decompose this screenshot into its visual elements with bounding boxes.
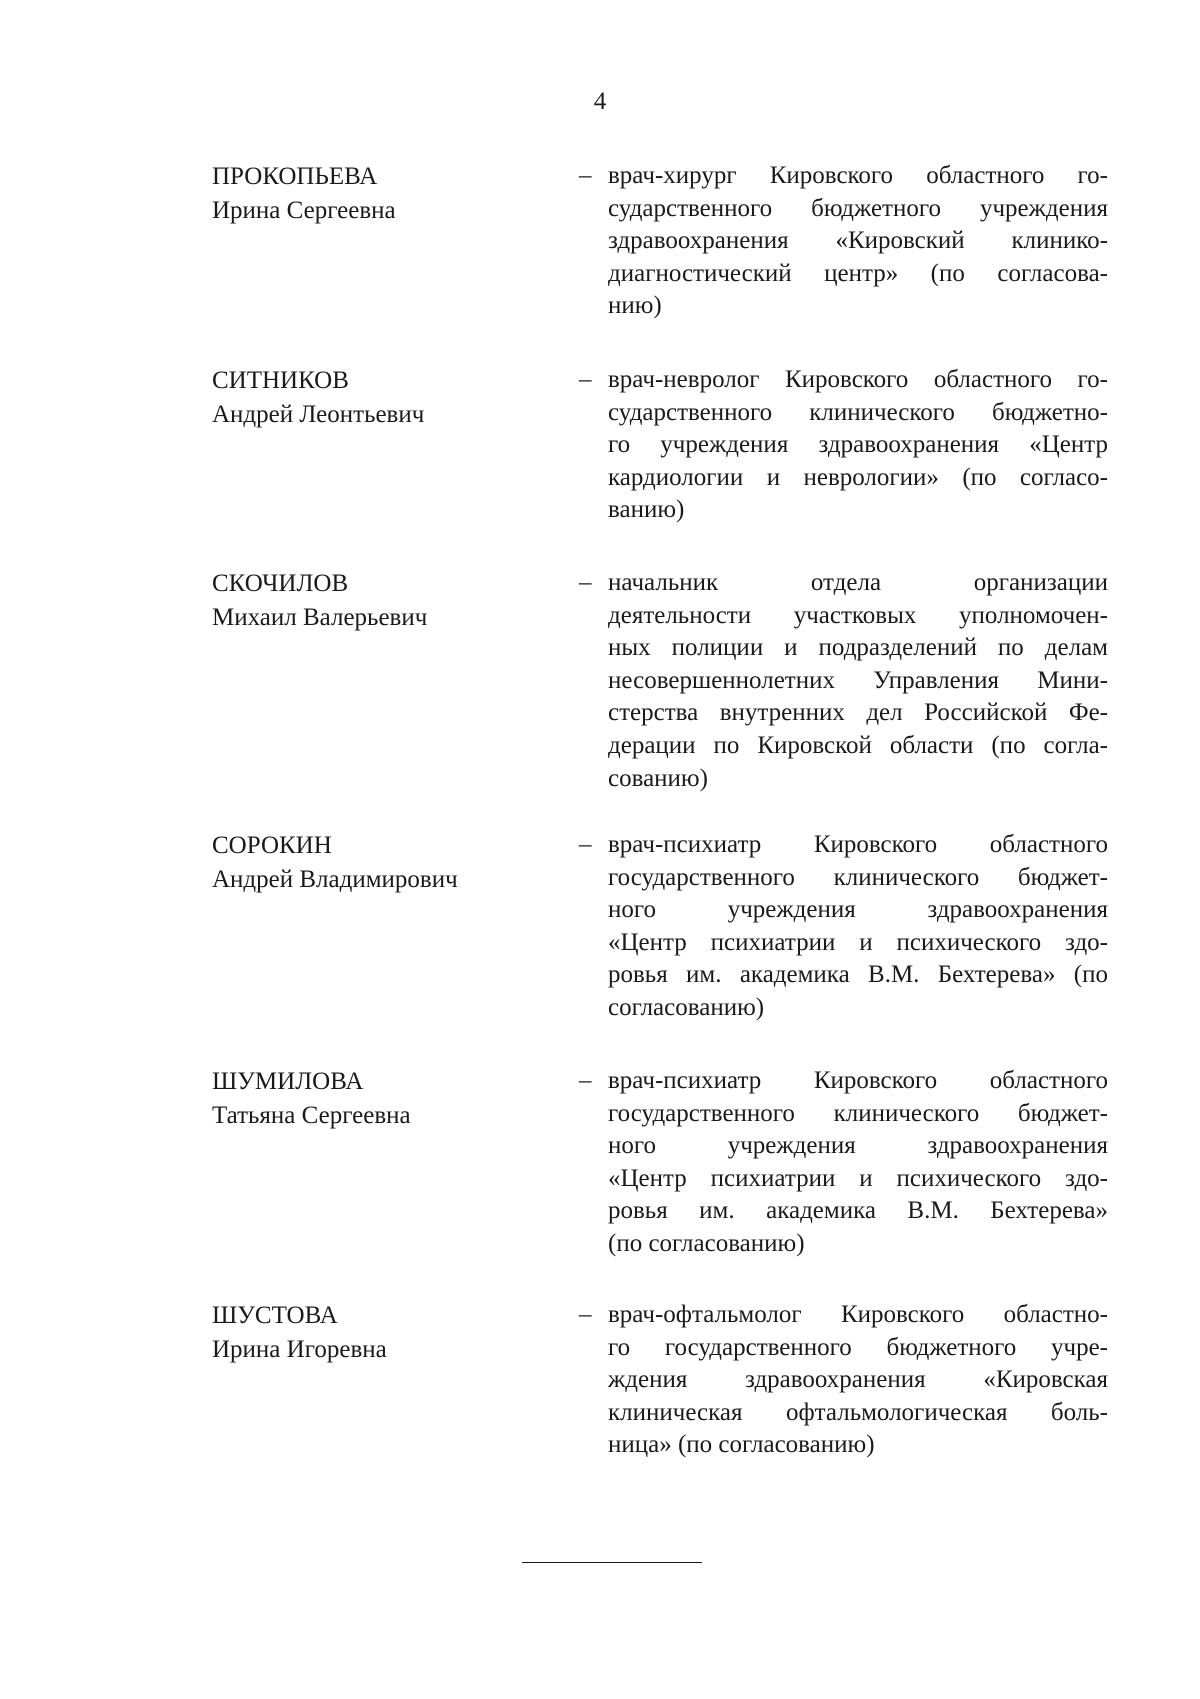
role-line: сударственного клинического бюджетно-	[608, 398, 1108, 426]
role-line: государственного клинического бюджет-	[608, 1099, 1108, 1127]
role-line: ровья им. академика В.М. Бехтерева»	[608, 1197, 1108, 1225]
member-role	[608, 829, 1108, 1025]
role-line: врач-хирург Кировского областного го-	[608, 162, 1108, 189]
member-role	[608, 1299, 1108, 1462]
role-line: сударственного бюджетного учреждения	[608, 194, 1108, 222]
member-given-names: Андрей Леонтьевич	[212, 401, 425, 428]
list-dash: –	[579, 569, 592, 596]
role-line: деятельности участковых уполномочен-	[608, 601, 1108, 629]
member-name	[212, 829, 552, 897]
member-name	[212, 1065, 552, 1133]
role-line: го учреждения здравоохранения «Центр	[608, 431, 1108, 459]
role-line: врач-офтальмолог Кировского областно-	[608, 1301, 1108, 1328]
member-surname: СОРОКИН	[212, 832, 332, 859]
member-role	[608, 160, 1108, 323]
role-line: (по согласованию)	[608, 1229, 805, 1257]
member-surname: СИТНИКОВ	[212, 367, 349, 394]
member-role	[608, 567, 1108, 795]
role-line: ровья им. академика В.М. Бехтерева» (по	[608, 961, 1108, 989]
role-line: нию)	[608, 292, 662, 320]
role-line: диагностический центр» (по согласова-	[608, 259, 1108, 287]
role-line: врач-психиатр Кировского областного	[608, 831, 1108, 858]
role-line: ных полиции и подразделений по делам	[608, 634, 1108, 662]
role-line: стерства внутренних дел Российской Фе-	[608, 699, 1108, 727]
page-number: 4	[593, 88, 607, 115]
member-role	[608, 364, 1108, 527]
role-line: государственного клинического бюджет-	[608, 863, 1108, 891]
role-line: «Центр психиатрии и психического здо-	[608, 928, 1108, 956]
role-line: здравоохранения «Кировский клинико-	[608, 227, 1108, 255]
role-line: клиническая офтальмологическая боль-	[608, 1398, 1108, 1426]
member-surname: ШУМИЛОВА	[212, 1068, 364, 1095]
member-given-names: Михаил Валерьевич	[212, 604, 428, 631]
list-dash: –	[579, 1301, 592, 1328]
member-name	[212, 160, 552, 228]
list-dash: –	[579, 366, 592, 393]
list-dash: –	[579, 162, 592, 189]
role-line: ждения здравоохранения «Кировская	[608, 1366, 1108, 1394]
member-surname: СКОЧИЛОВ	[212, 570, 349, 597]
role-line: кардиологии и неврологии» (по согласо-	[608, 463, 1108, 491]
member-given-names: Ирина Сергеевна	[212, 197, 396, 224]
role-line: согласованию)	[608, 993, 765, 1021]
role-line: врач-психиатр Кировского областного	[608, 1067, 1108, 1094]
role-line: «Центр психиатрии и психического здо-	[608, 1164, 1108, 1192]
member-name	[212, 364, 552, 432]
list-dash: –	[579, 1067, 592, 1094]
role-line: несовершеннолетних Управления Мини-	[608, 666, 1108, 694]
role-line: сованию)	[608, 764, 708, 792]
role-line: ного учреждения здравоохранения	[608, 896, 1108, 924]
member-role	[608, 1065, 1108, 1261]
member-given-names: Ирина Игоревна	[212, 1336, 387, 1363]
role-line: го государственного бюджетного учре-	[608, 1333, 1108, 1361]
role-line: врач-невролог Кировского областного го-	[608, 366, 1108, 393]
role-line: начальник отдела организации	[608, 569, 1108, 596]
list-dash: –	[579, 831, 592, 858]
member-name	[212, 1299, 552, 1367]
member-given-names: Андрей Владимирович	[212, 866, 458, 893]
role-line: ница» (по согласованию)	[608, 1431, 875, 1459]
closing-divider	[522, 1562, 702, 1563]
role-line: ного учреждения здравоохранения	[608, 1132, 1108, 1160]
member-name	[212, 567, 552, 635]
member-surname: ПРОКОПЬЕВА	[212, 163, 378, 190]
role-line: дерации по Кировской области (по согла-	[608, 731, 1108, 759]
role-line: ванию)	[608, 496, 685, 524]
member-given-names: Татьяна Сергеевна	[212, 1102, 411, 1129]
member-surname: ШУСТОВА	[212, 1302, 338, 1329]
